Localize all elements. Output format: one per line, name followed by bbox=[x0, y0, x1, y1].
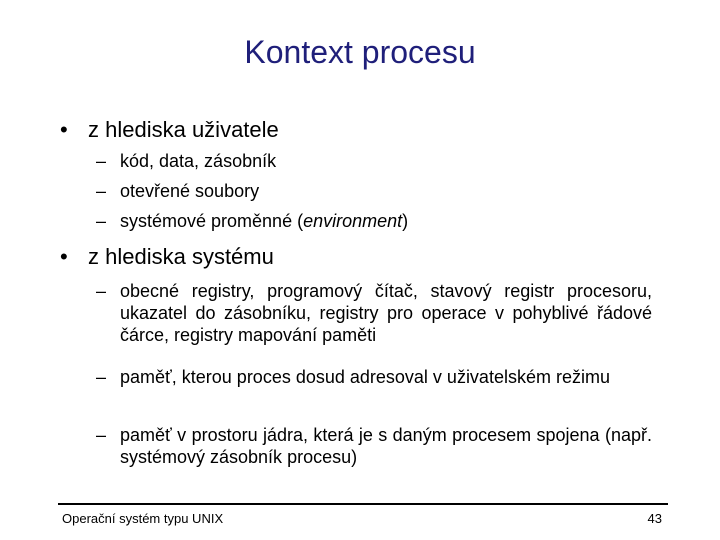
bullet-text: z hlediska systému bbox=[88, 244, 274, 269]
list-item bbox=[96, 150, 652, 172]
list-item bbox=[96, 180, 652, 202]
item-text: otevřené soubory bbox=[120, 181, 260, 201]
item-text bbox=[96, 210, 652, 232]
dash-symbol: – bbox=[96, 425, 107, 445]
dash-symbol: – bbox=[96, 151, 107, 171]
list-item bbox=[96, 366, 652, 388]
dash-symbol: – bbox=[96, 181, 107, 201]
list-item bbox=[96, 424, 652, 468]
bullet-symbol: • bbox=[60, 244, 68, 269]
item-text-after: ) bbox=[402, 211, 409, 231]
footer-divider bbox=[58, 503, 668, 505]
slide-title: Kontext procesu bbox=[244, 34, 476, 70]
item-text: obecné registry, programový čítač, stavový registr procesoru, ukazatel do zásobníku, registry pro operace v pohyblivé řádové čárce, registry mapování paměti bbox=[120, 281, 652, 345]
item-text-italic: environment bbox=[303, 211, 403, 231]
list-item bbox=[96, 280, 652, 346]
dash-symbol: – bbox=[96, 211, 107, 231]
bullet-text: z hlediska uživatele bbox=[88, 117, 279, 142]
list-item bbox=[96, 210, 652, 232]
item-text: kód, data, zásobník bbox=[120, 151, 277, 171]
footer-title: Operační systém typu UNIX bbox=[62, 511, 224, 526]
dash-symbol: – bbox=[96, 367, 107, 387]
item-text: paměť, kterou proces dosud adresoval v uživatelském režimu bbox=[120, 367, 610, 387]
bullet-symbol: • bbox=[60, 117, 68, 142]
dash-symbol: – bbox=[96, 281, 107, 301]
page-number: 43 bbox=[647, 511, 662, 526]
item-text-before: systémové proměnné ( bbox=[120, 211, 304, 231]
item-text: paměť v prostoru jádra, která je s daným procesem spojena (např. systémový zásobník procesu) bbox=[120, 425, 652, 467]
